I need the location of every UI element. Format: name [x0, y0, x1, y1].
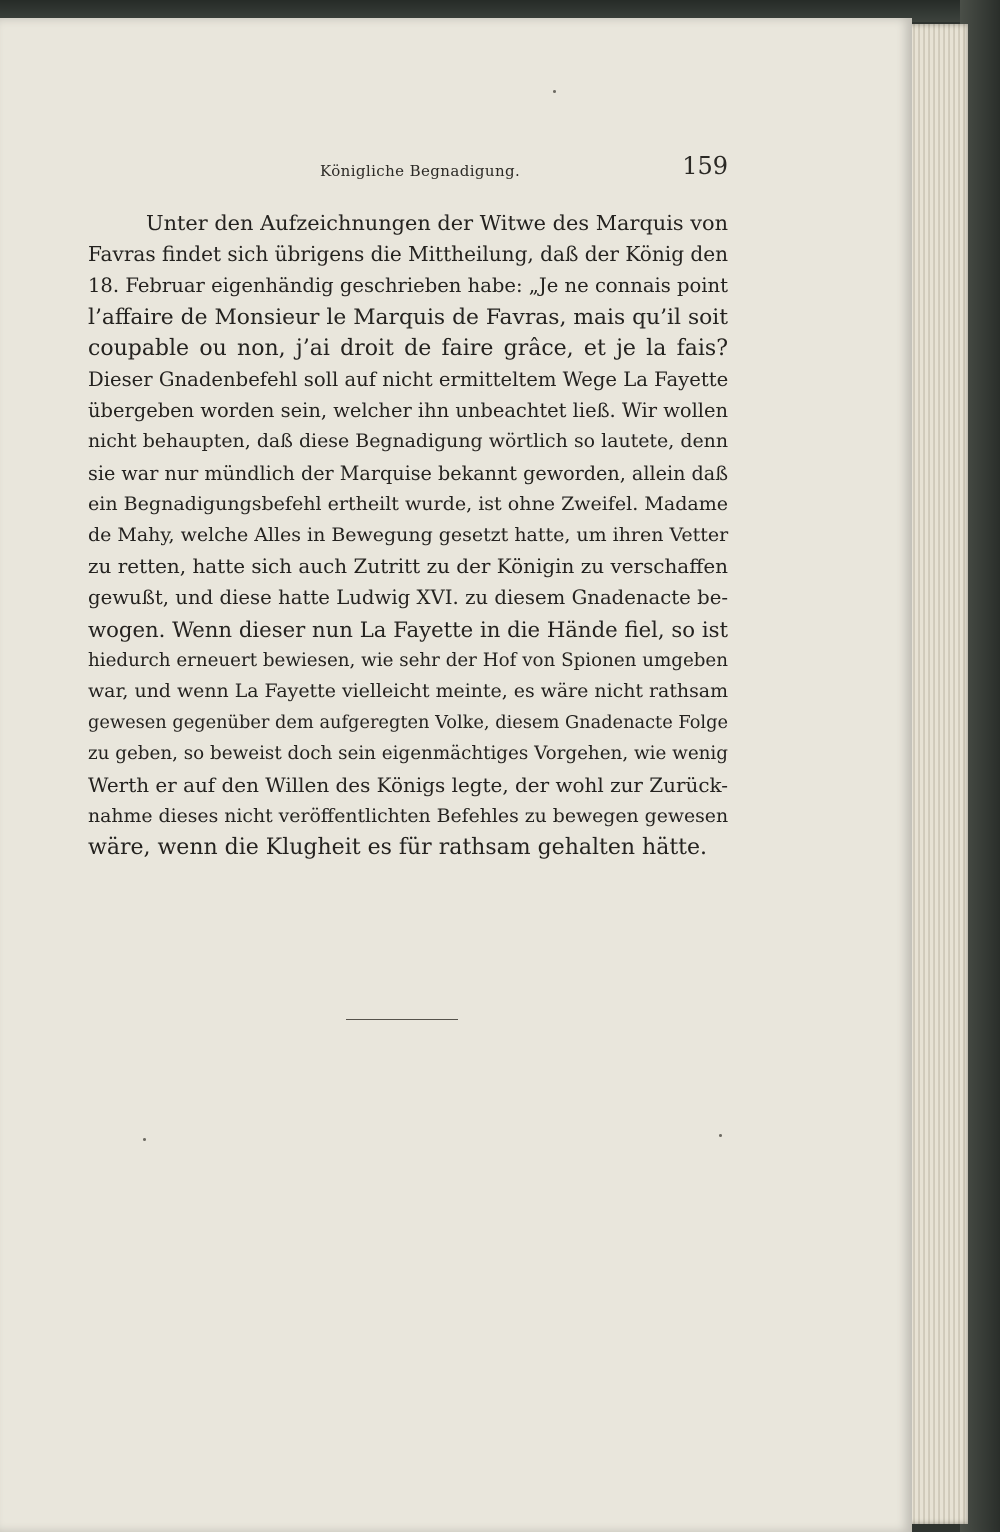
text-line: wäre, wenn die Klugheit es für rathsam gehalten hätte. [88, 835, 708, 861]
text-line: übergeben worden sein, welcher ihn unbeachtet ließ. Wir wollen [88, 399, 729, 423]
text-line: nahme dieses nicht veröffentlichten Befehles zu bewegen gewesen [88, 805, 729, 827]
text-line: Werth er auf den Willen des Königs legte, der wohl zur Zurück- [88, 772, 728, 797]
page-header [88, 150, 728, 190]
text-line: Favras findet sich übrigens die Mittheilung, daß der König den [88, 242, 729, 267]
text-line: war, und wenn La Fayette vielleicht meinte, es wäre nicht rathsam [88, 680, 728, 703]
paper-speck [143, 1138, 146, 1141]
text-line: zu retten, hatte sich auch Zutritt zu der Königin zu verschaffen [88, 554, 728, 579]
page-number: 159 [682, 152, 728, 180]
paper-speck [553, 90, 556, 93]
running-head: Königliche Begnadigung. [320, 162, 521, 180]
text-line: l’affaire de Monsieur le Marquis de Favras, mais qu’il soit [88, 304, 728, 330]
paper-speck [719, 1134, 722, 1137]
body-paragraph [88, 208, 728, 863]
text-line: de Mahy, welche Alles in Bewegung gesetzt hatte, um ihren Vetter [88, 524, 729, 547]
text-line: gewesen gegenüber dem aufgeregten Volke, diesem Gnadenacte Folge [88, 712, 728, 734]
text-line: wogen. Wenn dieser nun La Fayette in die Hände fiel, so ist [88, 616, 728, 642]
text-line: 18. Februar eigenhändig geschrieben habe: „Je ne connais point [88, 274, 728, 298]
text-line: gewußt, und diese hatte Ludwig XVI. zu diesem Gnadenacte be- [88, 586, 728, 610]
text-line: zu geben, so beweist doch sein eigenmächtiges Vorgehen, wie wenig [88, 743, 728, 765]
text-line: sie war nur mündlich der Marquise bekannt geworden, allein daß [88, 461, 728, 485]
text-line: hiedurch erneuert bewiesen, wie sehr der Hof von Spionen umgeben [88, 649, 728, 671]
text-line: coupable ou non, j’ai droit de faire grâce, et je la fais? [88, 335, 728, 361]
text-line: Unter den Aufzeichnungen der Witwe des Marquis von [146, 211, 728, 235]
text-line: nicht behaupten, daß diese Begnadigung wörtlich so lautete, denn [88, 430, 728, 453]
section-end-rule [346, 1019, 458, 1020]
text-line: ein Begnadigungsbefehl ertheilt wurde, ist ohne Zweifel. Madame [88, 492, 728, 515]
text-line: Dieser Gnadenbefehl soll auf nicht ermitteltem Wege La Fayette [88, 368, 729, 392]
